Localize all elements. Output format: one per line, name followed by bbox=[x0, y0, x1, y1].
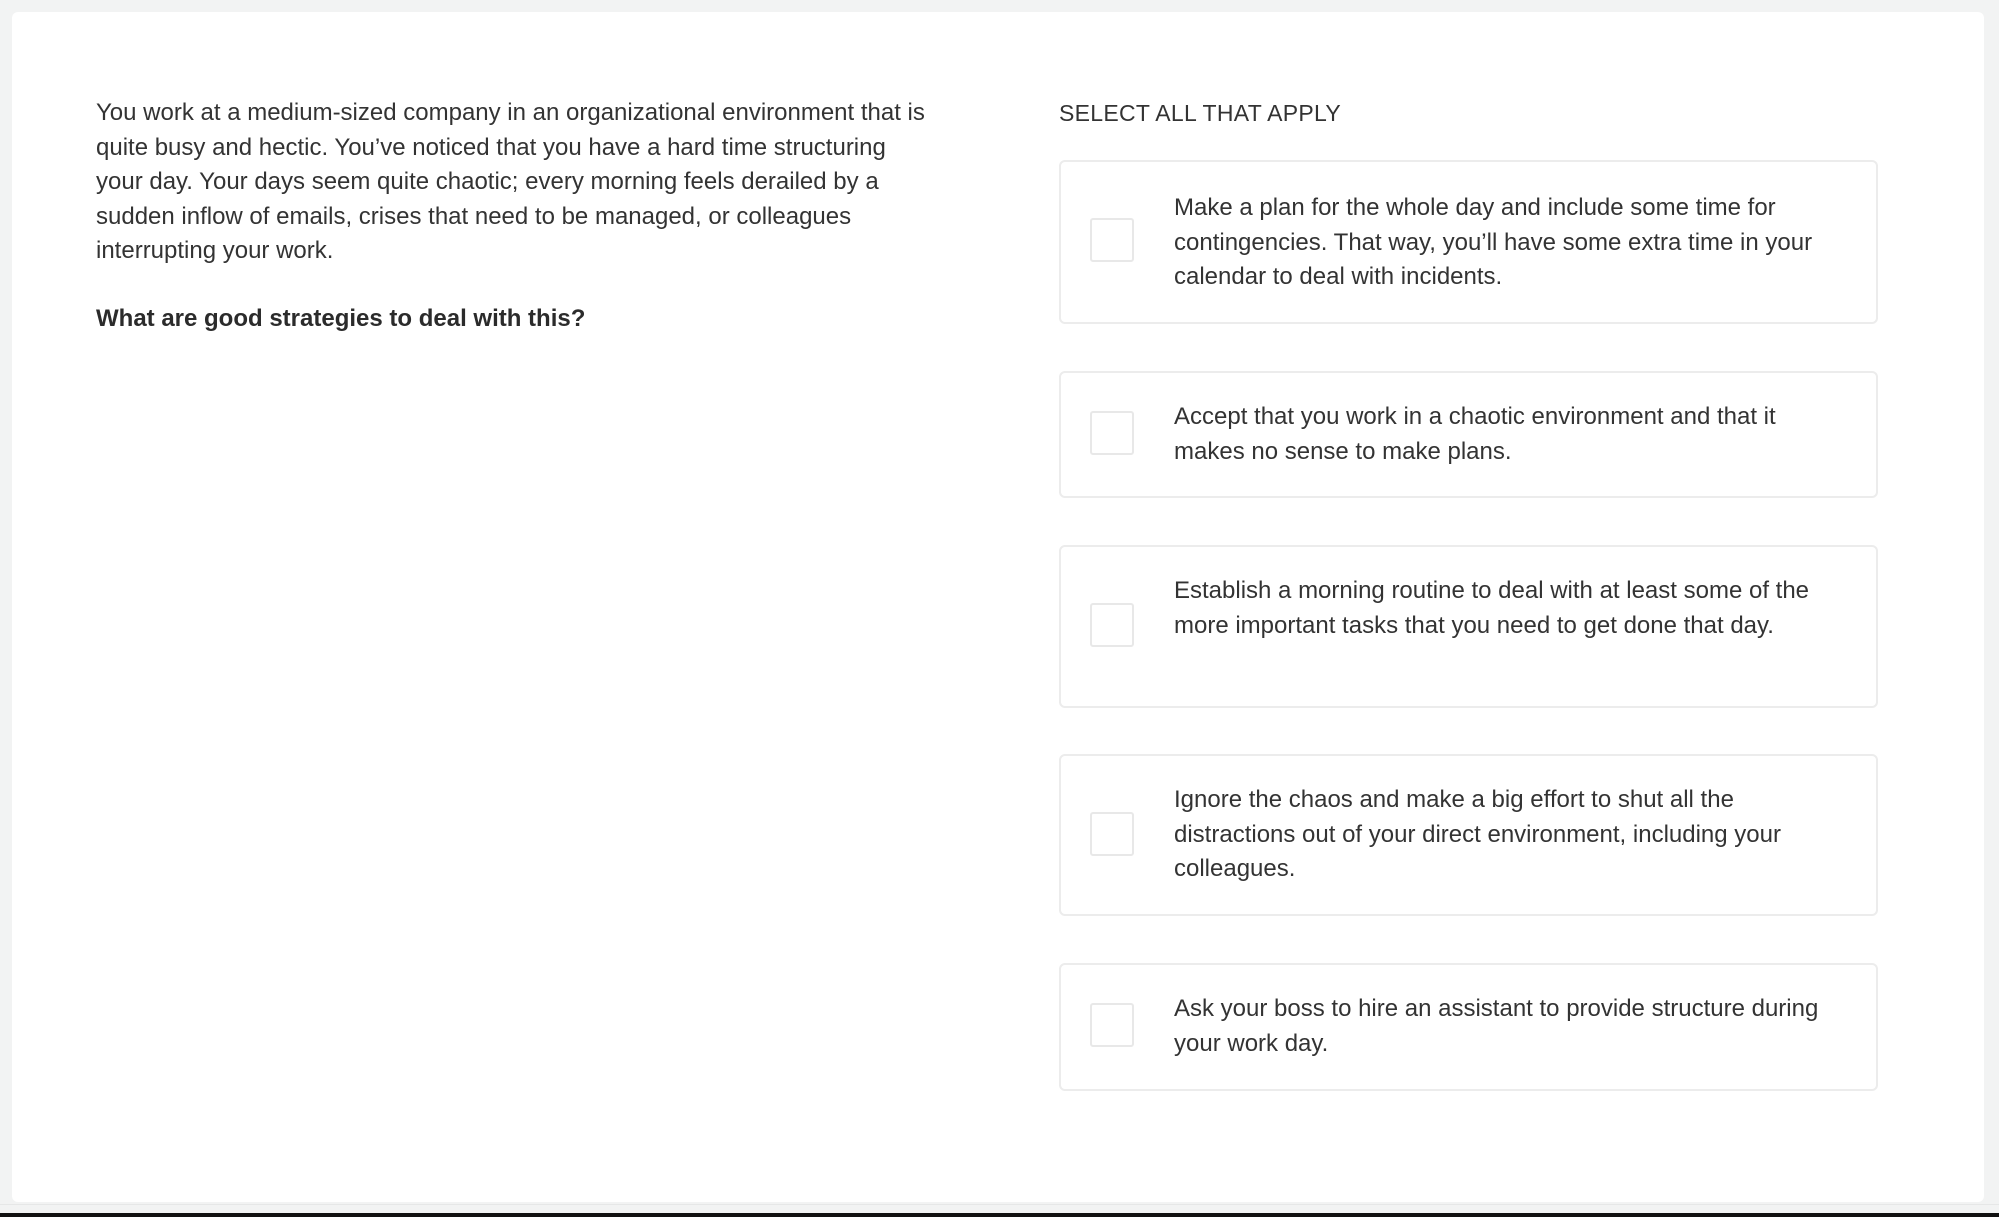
checkbox[interactable] bbox=[1090, 218, 1134, 262]
answer-option-2[interactable] bbox=[1059, 371, 1878, 498]
answer-option-5[interactable] bbox=[1059, 963, 1878, 1091]
answer-option-label: Make a plan for the whole day and include some time for contingencies. That way, you’ll have some extra time in your calendar to deal with incidents. bbox=[1174, 194, 1813, 290]
scenario-description bbox=[96, 96, 936, 269]
checkbox[interactable] bbox=[1090, 1003, 1134, 1047]
answer-option-label: Ask your boss to hire an assistant to provide structure during your work day. bbox=[1174, 995, 1819, 1057]
question-prompt: What are good strategies to deal with this? bbox=[96, 305, 586, 332]
answer-option-3[interactable] bbox=[1059, 545, 1878, 708]
answer-option-label: Establish a morning routine to deal with at least some of the more important tasks that you need to get done that day. bbox=[1174, 577, 1810, 639]
select-all-instruction: SELECT ALL THAT APPLY bbox=[1059, 100, 1342, 126]
scenario-text: You work at a medium-sized company in an organizational environment that is quite busy and hectic. You’ve noticed that you have a hard time structuring your day. Your days seem quite chaotic; every morning feels derailed by a sudden inflow of emails, crises that need to be managed, or colleagues interrupting your work. bbox=[96, 99, 925, 264]
checkbox[interactable] bbox=[1090, 812, 1134, 856]
answer-option-1[interactable] bbox=[1059, 160, 1878, 324]
answer-option-label: Accept that you work in a chaotic environment and that it makes no sense to make plans. bbox=[1174, 403, 1776, 465]
window-bottom-edge bbox=[0, 1213, 1999, 1217]
answer-option-label: Ignore the chaos and make a big effort to shut all the distractions out of your direct environment, including your colleagues. bbox=[1174, 786, 1781, 882]
checkbox[interactable] bbox=[1090, 411, 1134, 455]
answer-option-4[interactable] bbox=[1059, 754, 1878, 916]
checkbox[interactable] bbox=[1090, 603, 1134, 647]
